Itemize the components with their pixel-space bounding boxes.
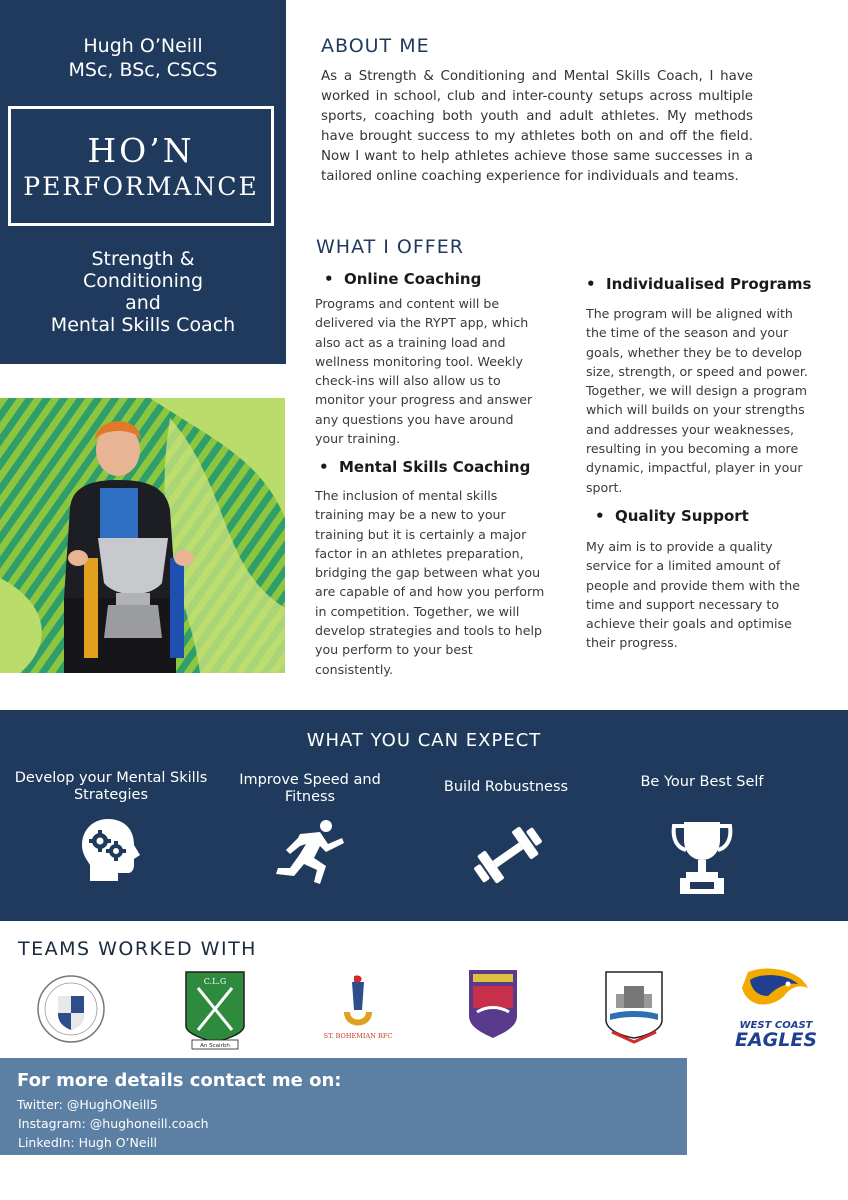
brand-logo — [8, 106, 274, 226]
trophy-icon — [670, 818, 734, 896]
role-line: Mental Skills Coach — [50, 314, 236, 336]
expect-label: Build Robustness — [443, 779, 569, 795]
offer-item-mental-skills — [319, 458, 559, 476]
bohemian-text: ST. BOHEMIAN RFC — [323, 1032, 393, 1040]
offer-body: The program will be aligned with the time of the season and your goals, whether they be to develop size, strength, or speed and power. Together, we will design a program which will builds on your strengths and addresses your weaknesses, resulting in you becoming a more dynamic, impactful, player in your sport. — [586, 306, 808, 495]
clg-text: C.L.G — [203, 977, 227, 986]
clg-an-scairbh-logo — [184, 970, 246, 1050]
role-line: Conditioning — [82, 270, 204, 292]
crest-shield-logo — [36, 970, 106, 1048]
offer-heading: • Quality Support — [595, 507, 815, 525]
clg-caption: An Scairbh — [200, 1043, 230, 1049]
about-body: As a Strength & Conditioning and Mental Skills Coach, I have worked in school, club and inter-county setups across multiple sports, coaching both youth and adult athletes. My methods have brought success to my athletes both on and off the field. Now I want to help athletes achieve those same successes in a tailored online coaching experience for individuals and teams. — [321, 69, 753, 184]
linkedin-handle[interactable]: LinkedIn: Hugh O’Neill — [18, 1135, 157, 1150]
teams-title: TEAMS WORKED WITH — [18, 938, 257, 960]
coach-photo — [0, 398, 285, 673]
expect-label: Improve Speed and Fitness — [239, 772, 381, 805]
coach-name-block — [0, 34, 286, 82]
twitter-handle[interactable]: Twitter: @HughONeill5 — [17, 1097, 158, 1112]
role-line: Strength & — [91, 248, 195, 270]
about-title: ABOUT ME — [321, 35, 430, 57]
expect-title: WHAT YOU CAN EXPECT — [306, 730, 542, 751]
role-line: and — [125, 292, 161, 314]
coach-role — [0, 248, 286, 336]
coach-name: Hugh O’Neill — [83, 35, 203, 57]
offer-title: WHAT I OFFER — [316, 236, 464, 258]
st-bohemian-rfc-logo — [323, 972, 393, 1052]
castle-crest-logo — [604, 970, 664, 1046]
offer-body: My aim is to provide a quality service for a limited amount of people and provide them with the time and support necessary to achieve their goals and optimise their progress. — [586, 539, 801, 651]
sprinter-icon — [270, 818, 350, 890]
dumbbell-icon — [470, 826, 546, 884]
offer-item-individualised — [586, 275, 826, 293]
offer-body: The inclusion of mental skills training may be a new to your training but it is certainly a major factor in an athletes preparation, bridging the gap between what you are capable of and how you perform in competition. Together, we will develop strategies and tools to help you perform to your best consistently. — [315, 488, 545, 677]
offer-heading: • Individualised Programs — [586, 275, 826, 293]
instagram-handle[interactable]: Instagram: @hughoneill.coach — [18, 1116, 209, 1131]
contact-title: For more details contact me on: — [17, 1070, 342, 1091]
offer-heading: • Mental Skills Coaching — [319, 458, 559, 476]
expect-label: Develop your Mental Skills Strategies — [14, 770, 208, 803]
expect-label: Be Your Best Self — [640, 774, 764, 790]
offer-item-quality-support — [595, 507, 815, 525]
county-shield-logo — [467, 968, 519, 1040]
credentials: MSc, BSc, CSCS — [68, 59, 218, 81]
offer-item-online-coaching — [324, 270, 554, 288]
brain-gears-icon — [78, 817, 144, 883]
wce-line-2: EAGLES — [734, 1029, 818, 1051]
offer-body: Programs and content will be delivered via the RYPT app, which also act as a training load and wellness monitoring tool. Weekly check-ins will also allow us to monitor your progress and answer any questions you have around your training. — [315, 296, 533, 447]
west-coast-eagles-logo — [728, 966, 824, 1050]
logo-line-2: PERFORMANCE — [23, 172, 259, 201]
logo-line-1: HO’N — [87, 131, 195, 170]
offer-heading: • Online Coaching — [324, 270, 554, 288]
wce-line-1: WEST COAST — [739, 1020, 813, 1031]
